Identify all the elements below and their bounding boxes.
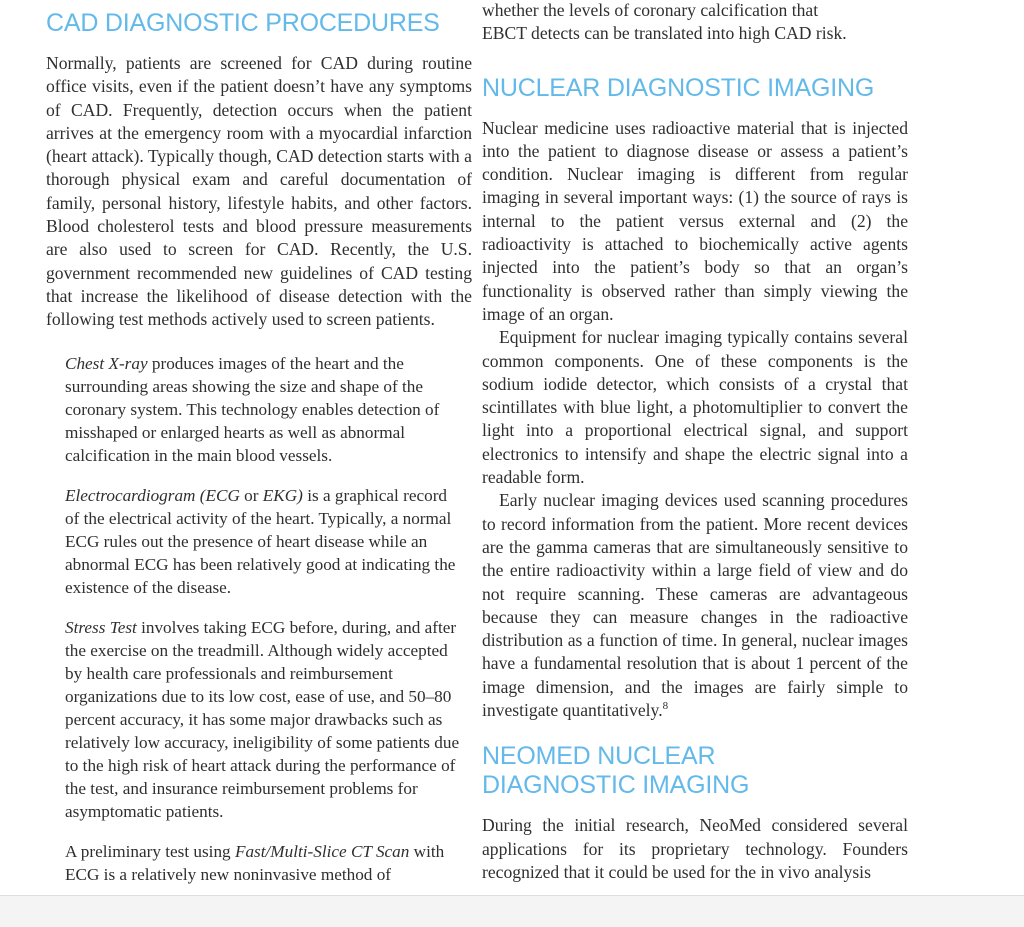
term-ekg: EKG) [262,485,303,505]
test-methods-list [46,352,465,886]
spacer [482,722,908,742]
test-method-stress-test-text: involves taking ECG before, during, and after the exercise on the treadmill. Although widely accepted by health care professionals and reimbursement organizations due to its low cost, ease of use, and 50–80 percent accuracy, it has some major drawbacks such as relatively low accuracy, ineligibility of some patients due to the high risk of heart attack during the performance of the test, and insurance reimbursement problems for asymptomatic patients. [65,617,460,821]
paragraph-preliminary-ct-scan [65,840,465,886]
right-column [482,0,908,884]
page-gutter-below [0,896,1024,927]
spacer [46,38,472,52]
test-method-chest-xray [65,352,465,467]
continued-paragraph-block [482,0,908,46]
term-electrocardiogram: Electrocardiogram (ECG [65,485,240,505]
test-method-ecg-text: is a graphical record of the electrical activity of the heart. Typically, a normal ECG rules out the presence of heart disease while an abnormal ECG has been relatively good at indicating the existence of the disease. [65,485,456,597]
heading-cad-diagnostic-procedures: CAD DIAGNOSTIC PROCEDURES [46,9,440,37]
test-method-stress-test [65,616,465,823]
heading-nuclear-diagnostic-imaging: NUCLEAR DIAGNOSTIC IMAGING [482,73,875,102]
spacer [482,46,908,74]
spacer [482,103,908,117]
test-method-ecg [65,484,465,599]
term-stress-test: Stress Test [65,617,137,637]
continued-paragraph-ebct: EBCT detects can be translated into high CAD risk. [482,23,847,44]
preliminary-tail-text: with ECG is a relatively new noninvasive method of [65,841,445,884]
paragraph-neomed-initial-research: During the initial research, NeoMed considered several applications for its proprietary technology. Founders recognized that it could be used for the in vivo analysis [482,815,908,882]
heading-neomed-nuclear-line2: DIAGNOSTIC IMAGING [482,771,750,800]
continued-clipped-line: whether the levels of coronary calcification that [482,0,819,20]
spacer [46,332,472,352]
spacer [482,800,908,814]
heading-neomed-nuclear-line1: NEOMED NUCLEAR [482,742,716,771]
paragraph-early-nuclear-devices [482,489,908,722]
term-electrocardiogram-joiner: or [239,485,263,505]
spacer [65,467,465,484]
term-fast-multi-slice-ct-scan: Fast/Multi-Slice CT Scan [234,841,410,861]
test-method-chest-xray-text: produces images of the heart and the surrounding areas showing the size and shape of the coronary system. This technology enables detection of misshaped or enlarged hearts as well as abnormal calcification in the main blood vessels. [65,353,440,465]
term-chest-xray: Chest X-ray [65,353,148,373]
spacer [65,823,465,840]
left-column [46,0,472,886]
spacer [65,599,465,616]
paragraph-nuclear-medicine: Nuclear medicine uses radioactive material that is injected into the patient to diagnose disease or assess a patient’s condition. Nuclear imaging is different from regular imaging in several important ways: (1) the source of rays is internal to the patient versus external and (2) the radioactivity is attached to biochemically active agents injected into the patient’s body so that an organ’s functionality is observed rather than simply viewing the image of an organ. [482,117,908,324]
paragraph-cad-intro: Normally, patients are screened for CAD during routine office visits, even if the patient doesn’t have any symptoms of CAD. Frequently, detection occurs when the patient arrives at the emergency room with a myocardial infarction (heart attack). Typically though, CAD detection starts with a thorough physical exam and careful documentation of family, personal history, lifestyle habits, and other factors. Blood cholesterol tests and blood pressure measurements are also used to screen for CAD. Recently, the U.S. government recommended new guidelines of CAD testing that increase the likelihood of disease detection with the following test methods actively used to screen patients. [46,53,472,330]
paragraph-early-nuclear-devices-text: Early nuclear imaging devices used scanning procedures to record information from the patient. More recent devices are the gamma cameras that are simultaneously sensitive to the entire radioactivity within a large field of view and do not require scanning. These cameras are advantageous because they can measure changes in the radioactive distribution as a function of time. In general, nuclear images have a fundamental resolution that is about 1 percent of the image dimension, and the images are fairly simple to investigate quantitatively. [482,490,908,721]
paragraph-nuclear-equipment: Equipment for nuclear imaging typically contains several common components. One of these components is the sodium iodide detector, which consists of a crystal that scintillates with blue light, a photomultiplier to convert the light into a proportional electrical signal, and support electronics to intensify and shape the electric signal into a readable form. [482,327,908,488]
preliminary-lead-text: A preliminary test using [65,841,235,861]
footnote-marker: 8 [662,700,669,713]
